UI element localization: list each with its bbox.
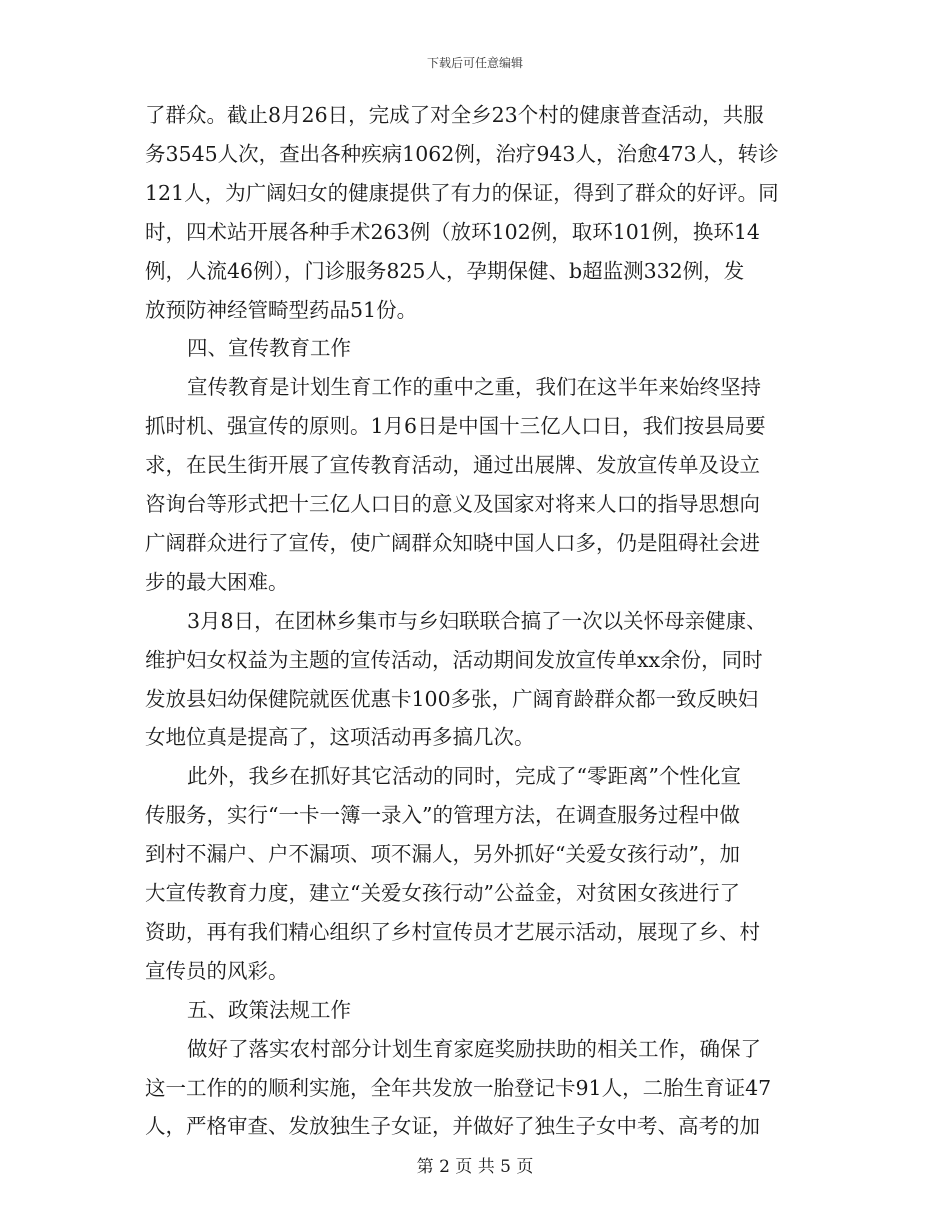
text-line: 到村不漏户、户不漏项、项不漏人，另外抓好“关爱女孩行动”，加 [145, 842, 740, 867]
text-line: 资助，再有我们精心组织了乡村宣传员才艺展示活动，展现了乡、村 [145, 919, 760, 944]
text-line: 宣传员的风彩。 [145, 958, 289, 983]
text-line: 维护妇女权益为主题的宣传活动，活动期间发放宣传单xx余份，同时 [145, 647, 763, 672]
text-line: 放预防神经管畸型药品51份。 [145, 297, 418, 322]
page-header-note: 下载后可任意编辑 [426, 56, 523, 70]
text-line: 大宣传教育力度，建立“关爱女孩行动”公益金，对贫困女孩进行了 [145, 881, 740, 905]
text-line: 121人，为广阔妇女的健康提供了有力的保证，得到了群众的好评。同 [145, 180, 779, 205]
text-line: 这一工作的的顺利实施，全年共发放一胎登记卡91人，二胎生育证47 [145, 1075, 772, 1100]
text-line: 五、政策法规工作 [187, 997, 351, 1022]
text-line: 务3545人次，查出各种疾病1062例，治疗943人，治愈473人，转诊 [145, 141, 779, 166]
text-line: 例，人流46例），门诊服务825人，孕期保健、b超监测332例，发 [145, 258, 745, 283]
text-line: 3月8日，在团林乡集市与乡妇联联合搞了一次以关怀母亲健康、 [187, 608, 767, 633]
text-line: 时，四术站开展各种手术263例（放环102例，取环101例，换环14 [145, 219, 760, 244]
text-line: 咨询台等形式把十三亿人口日的意义及国家对将来人口的指导思想向 [145, 492, 760, 516]
text-line: 人，严格审查、发放独生子女证，并做好了独生子女中考、高考的加 [145, 1114, 760, 1139]
text-line: 四、宣传教育工作 [187, 336, 351, 361]
text-line: 宣传教育是计划生育工作的重中之重，我们在这半年来始终坚持 [187, 375, 761, 400]
text-line: 发放县妇幼保健院就医优惠卡100多张，广阔育龄群众都一致反映妇 [145, 686, 759, 711]
text-line: 此外，我乡在抓好其它活动的同时，完成了“零距离”个性化宣 [187, 764, 741, 789]
text-line: 抓时机、强宣传的原则。1月6日是中国十三亿人口日，我们按县局要 [145, 414, 766, 439]
text-line: 步的最大困难。 [145, 569, 289, 594]
text-line: 了群众。截止8月26日，完成了对全乡23个村的健康普查活动，共服 [145, 103, 764, 127]
text-line: 做好了落实农村部分计划生育家庭奖励扶助的相关工作，确保了 [187, 1036, 761, 1061]
text-line: 广阔群众进行了宣传，使广阔群众知晓中国人口多，仍是阻碍社会进 [145, 530, 760, 555]
text-line: 女地位真是提高了，这项活动再多搞几次。 [145, 725, 535, 750]
page-number: 第 2 页 共 5 页 [416, 1157, 534, 1177]
text-line: 传服务，实行“一卡一簿一录入”的管理方法，在调查服务过程中做 [145, 803, 740, 828]
text-line: 求，在民生街开展了宣传教育活动，通过出展牌、发放宣传单及设立 [145, 453, 760, 478]
